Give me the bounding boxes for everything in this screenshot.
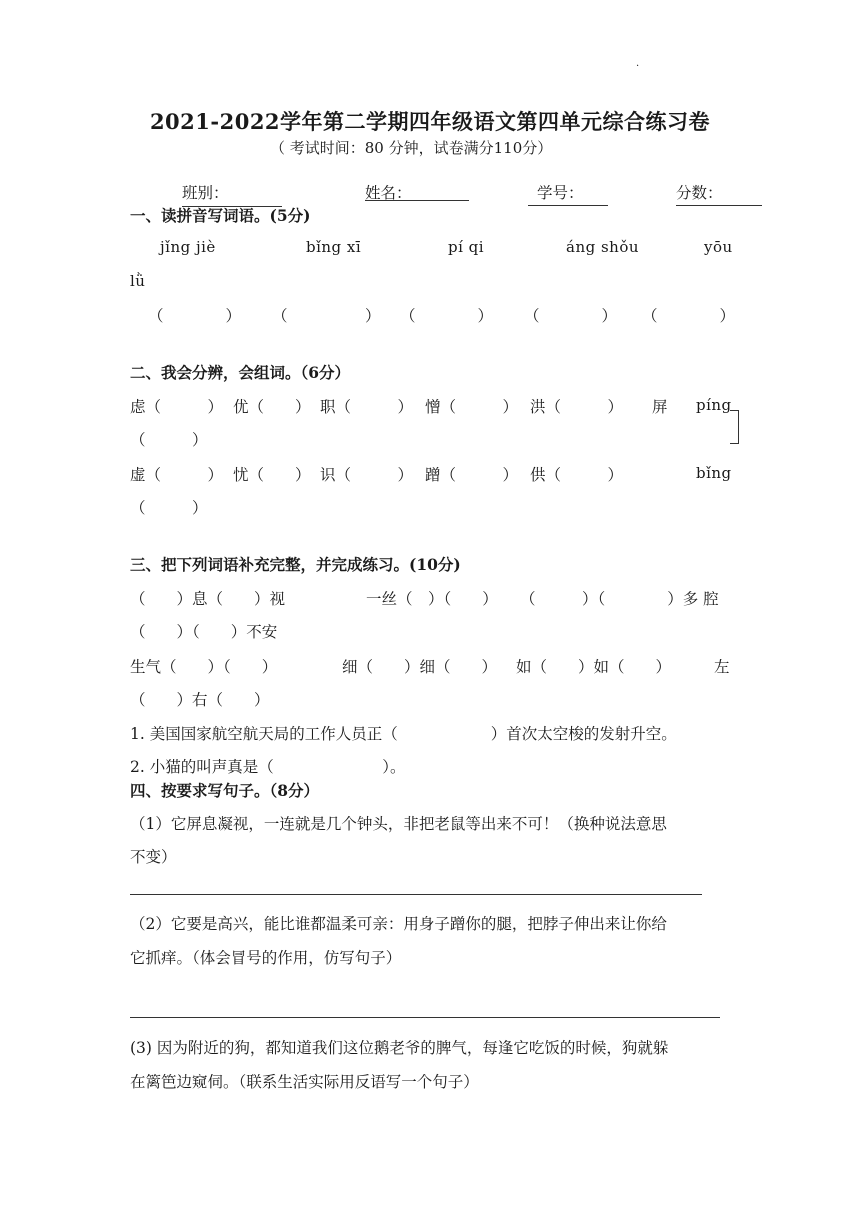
word-group-item[interactable]: （ ） [130,431,208,449]
page-subtitle: （ 考试时间：80 分钟，试卷满分110分） [270,139,553,157]
word-group-item[interactable]: 虑（ ） [130,398,224,416]
class-label: 班别： [182,184,229,202]
pinyin-item: áng shǒu [566,238,640,256]
word-group-item[interactable]: 洪（ ） [530,398,624,416]
polyphone-brace [730,410,739,444]
idiom-item[interactable]: （ ）（ ）不安 [130,623,278,641]
name-field[interactable] [365,200,469,201]
pinyin-item: pí qi [448,238,485,256]
idiom-item[interactable]: （ ）（ ）多 腔 [520,590,719,608]
name-label: 姓名： [365,184,412,202]
polyphone-pinyin: píng [696,396,732,414]
idiom-item[interactable]: （ ）右（ ） [130,691,270,709]
section-4-heading: 四、按要求写句子。（8分） [130,781,320,800]
word-group-item[interactable]: （ ） [130,499,208,517]
word-group-item[interactable]: 憎（ ） [425,398,519,416]
word-group-item[interactable]: 优（ ） [233,398,311,416]
question-2[interactable]: 2. 小猫的叫声真是（ ）。 [130,758,406,776]
pinyin-item: lǜ [130,272,146,290]
idiom-item: 左 [714,658,730,676]
word-group-item[interactable]: 职（ ） [320,398,414,416]
pinyin-item: bǐng xī [306,238,362,256]
sentence-prompt: （2）它要是高兴，能比谁都温柔可亲：用身子蹭你的腿，把脖子伸出来让你给 [130,915,667,933]
word-group-item[interactable]: 供（ ） [530,466,624,484]
section-2-heading: 二、我会分辨，会组词。（6分） [130,363,351,382]
idiom-item[interactable]: （ ）息（ ）视 [130,590,286,608]
answer-line[interactable] [130,894,702,895]
word-group-item[interactable]: 虚（ ） [130,466,224,484]
pinyin-item: yōu [704,238,733,256]
number-field[interactable] [528,205,608,206]
page-mark: . [636,58,640,69]
sentence-prompt: （1）它屏息凝视，一连就是几个钟头，非把老鼠等出来不可！（换种说法意思 [130,815,667,833]
answer-blank[interactable]: （ ） [524,307,618,325]
pinyin-item: jǐng jiè [160,238,216,256]
sentence-prompt: 它抓痒。（体会冒号的作用，仿写句子） [130,949,402,967]
sentence-prompt: 不变） [130,848,177,866]
score-field[interactable] [676,205,762,206]
word-group-item[interactable]: 忧（ ） [233,466,311,484]
idiom-item[interactable]: 一丝（ ）（ ） [366,590,498,608]
section-1-heading: 一、读拼音写词语。(5分) [130,206,311,225]
answer-blank[interactable]: （ ） [642,307,736,325]
number-label: 学号： [537,184,584,202]
answer-line[interactable] [130,1017,720,1018]
polyphone-pinyin: bǐng [696,464,732,482]
question-1[interactable]: 1. 美国国家航空航天局的工作人员正（ ）首次太空梭的发射升空。 [130,725,677,743]
word-group-item[interactable]: 识（ ） [320,466,414,484]
idiom-item[interactable]: 如（ ）如（ ） [516,658,672,676]
answer-blank[interactable]: （ ） [272,307,381,325]
polyphone-char: 屏 [652,398,668,416]
sentence-prompt: (3) 因为附近的狗，都知道我们这位鹅老爷的脾气，每逢它吃饭的时候，狗就躲 [130,1039,669,1057]
section-3-heading: 三、把下列词语补充完整，并完成练习。(10分) [130,555,461,574]
page-title: 2021-2022学年第二学期四年级语文第四单元综合练习卷 [149,109,711,134]
idiom-item[interactable]: 细（ ）细（ ） [342,658,498,676]
answer-blank[interactable]: （ ） [400,307,494,325]
score-label: 分数： [676,184,723,202]
idiom-item[interactable]: 生气（ ）（ ） [130,658,278,676]
answer-blank[interactable]: （ ） [148,307,242,325]
word-group-item[interactable]: 蹭（ ） [425,466,519,484]
sentence-prompt: 在篱笆边窥伺。（联系生活实际用反语写一个句子） [130,1073,479,1091]
